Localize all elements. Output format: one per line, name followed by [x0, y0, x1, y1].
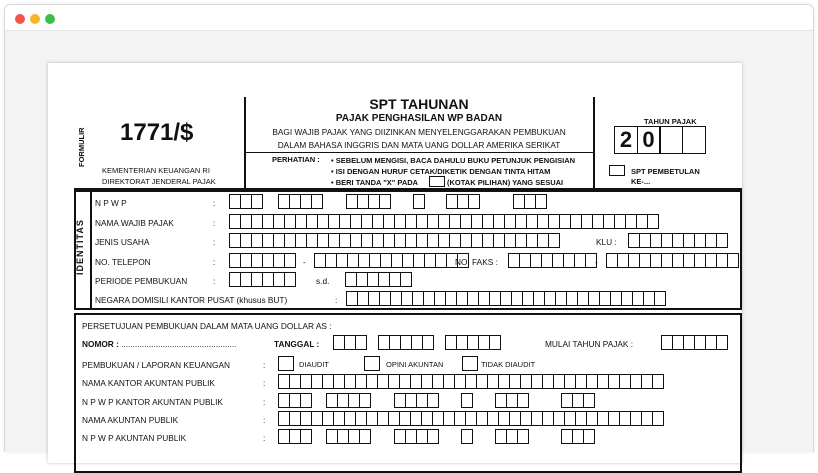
kantor-akuntan-label: NAMA KANTOR AKUNTAN PUBLIK — [82, 378, 215, 388]
tanggal-year-cells[interactable] — [445, 335, 501, 350]
npwp-cells-4[interactable] — [413, 194, 425, 209]
jenis-usaha-cells[interactable] — [229, 233, 560, 248]
npwp-cells-1[interactable] — [229, 194, 263, 209]
formulir-label: FORMULIR — [77, 127, 86, 167]
ministry-line-2: DIREKTORAT JENDERAL PAJAK — [102, 177, 216, 186]
note-1: • SEBELUM MENGISI, BACA DAHULU BUKU PETUNJUK PENGISIAN — [331, 156, 576, 165]
minimize-window-button[interactable] — [30, 14, 40, 24]
faks-number-cells[interactable] — [606, 253, 739, 268]
kantor-akuntan-cells[interactable] — [278, 374, 664, 389]
persetujuan-heading: PERSETUJUAN PEMBUKUAN DALAM MATA UANG DOLLAR AS : — [82, 321, 332, 331]
pembetulan-ke: KE-... — [631, 177, 651, 186]
npwp-akuntan-cells-6[interactable] — [561, 429, 595, 444]
klu-label: KLU : — [596, 237, 617, 247]
telepon-label: NO. TELEPON — [95, 257, 151, 267]
opini-label: OPINI AKUNTAN — [386, 360, 444, 369]
diaudit-checkbox[interactable] — [278, 356, 294, 371]
tax-form-page: FORMULIR 1771/$ KEMENTERIAN KEUANGAN RI DIREKTORAT JENDERAL PAJAK SPT TAHUNAN PAJAK PENGHASILAN WP BADAN BAGI WAJIB PAJAK YANG DIIZINKAN MENYELENGGARAKAN PEMBUKUAN DALAM BAHASA INGGRIS DAN MATA UANG DOLLAR AMERIKA SERIKAT PERHATIAN : • SEBELUM MENGISI, BACA DAHULU BUKU PETUNJUK PENGISIAN • ISI DENGAN HURUF CETAK/DIKETIK DENGAN TINTA HITAM • BERI TANDA "X" PADA (KOTAK PILIHAN) YANG SESUAI TAHUN PAJAK 2 0 SPT PEMBETULAN KE-... IDENTITAS N P W P NAMA WAJIB PAJAK JENIS USAHA NO. TELEPON PERIODE PEMBUKUAN NEGARA DOMISILI KANTOR PUSAT (khusus BUT) : : : : : : KLU : - NO. FAKS : - s.d. PERSETUJUAN PEMBUKUAN DALAM MATA UANG DOLLAR AS : NOMOR : .................................................. TANGGAL : MULAI TAHUN PAJAK : PEMBUKUAN / LAPORAN KEUANGAN : DIAUDIT OPINI AKUNTAN TIDAK DIAUDIT NAMA KANTOR AKUNTAN PUBLIK : N P W P KANTOR AKUNTAN PUBLIK : NAMA AKUNTAN PUBLIK : N P W P AKUNTAN PUBLIK : — [48, 63, 742, 463]
npwp-cells-6[interactable] — [513, 194, 547, 209]
negara-label: NEGARA DOMISILI KANTOR PUSAT (khusus BUT) — [95, 295, 288, 305]
form-desc-line-2: DALAM BAHASA INGGRIS DAN MATA UANG DOLLAR AMERIKA SERIKAT — [277, 140, 561, 150]
tanggal-day-cells[interactable] — [333, 335, 367, 350]
tidak-diaudit-checkbox[interactable] — [462, 356, 478, 371]
telepon-area-cells[interactable] — [229, 253, 296, 268]
npwp-kantor-cells-1[interactable] — [278, 393, 312, 408]
option-box-legend — [429, 176, 445, 187]
negara-cells[interactable] — [346, 291, 666, 306]
nama-akuntan-cells[interactable] — [278, 411, 664, 426]
faks-label: NO. FAKS : — [455, 257, 498, 267]
npwp-kantor-cells-2[interactable] — [326, 393, 371, 408]
npwp-akuntan-cells-5[interactable] — [495, 429, 529, 444]
npwp-akuntan-cells-1[interactable] — [278, 429, 312, 444]
note-3: • BERI TANDA "X" PADA — [331, 178, 419, 187]
title-bar — [5, 5, 813, 31]
mulai-tahun-cells[interactable] — [661, 335, 728, 350]
npwp-akuntan-cells-4[interactable] — [461, 429, 473, 444]
periode-label: PERIODE PEMBUKUAN — [95, 276, 188, 286]
npwp-akuntan-cells-2[interactable] — [326, 429, 371, 444]
ministry-line-1: KEMENTERIAN KEUANGAN RI — [102, 166, 210, 175]
tahun-pajak-label: TAHUN PAJAK — [644, 117, 697, 126]
npwp-cells-5[interactable] — [446, 194, 480, 209]
periode-start-cells[interactable] — [229, 272, 296, 287]
pembetulan-checkbox[interactable] — [609, 165, 625, 176]
diaudit-label: DIAUDIT — [299, 360, 329, 369]
nomor-label: NOMOR : .................................................. — [82, 339, 237, 349]
npwp-kantor-cells-5[interactable] — [495, 393, 529, 408]
npwp-cells-3[interactable] — [346, 194, 391, 209]
form-subtitle: PAJAK PENGHASILAN WP BADAN — [335, 113, 503, 124]
nama-wajib-pajak-cells[interactable] — [229, 214, 659, 229]
note-3b: (KOTAK PILIHAN) YANG SESUAI — [447, 178, 564, 187]
faks-area-cells[interactable] — [508, 253, 597, 268]
npwp-kantor-cells-3[interactable] — [394, 393, 439, 408]
note-2: • ISI DENGAN HURUF CETAK/DIKETIK DENGAN TINTA HITAM — [331, 167, 551, 176]
telepon-number-cells[interactable] — [314, 253, 469, 268]
form-number: 1771/$ — [120, 119, 194, 146]
nama-akuntan-label: NAMA AKUNTAN PUBLIK — [82, 415, 179, 425]
tanggal-label: TANGGAL : — [274, 339, 320, 349]
npwp-akuntan-cells-3[interactable] — [394, 429, 439, 444]
tanggal-month-cells[interactable] — [378, 335, 434, 350]
sd-label: s.d. — [316, 276, 330, 286]
npwp-label: N P W P — [95, 198, 127, 208]
periode-end-cells[interactable] — [345, 272, 412, 287]
npwp-kantor-label: N P W P KANTOR AKUNTAN PUBLIK — [82, 397, 223, 407]
nama-wajib-pajak-label: NAMA WAJIB PAJAK — [95, 218, 174, 228]
laporan-label: PEMBUKUAN / LAPORAN KEUANGAN — [82, 360, 230, 370]
npwp-akuntan-label: N P W P AKUNTAN PUBLIK — [82, 433, 187, 443]
perhatian-label: PERHATIAN : — [272, 155, 320, 164]
close-window-button[interactable] — [15, 14, 25, 24]
npwp-kantor-cells-4[interactable] — [461, 393, 473, 408]
tahun-pajak-input[interactable]: 2 0 — [614, 126, 704, 154]
klu-cells[interactable] — [628, 233, 728, 248]
tidak-diaudit-label: TIDAK DIAUDIT — [481, 360, 536, 369]
form-desc-line-1: BAGI WAJIB PAJAK YANG DIIZINKAN MENYELENGGARAKAN PEMBUKUAN — [272, 127, 566, 137]
jenis-usaha-label: JENIS USAHA — [95, 237, 150, 247]
npwp-kantor-cells-6[interactable] — [561, 393, 595, 408]
pembetulan-label: SPT PEMBETULAN — [631, 167, 700, 176]
opini-checkbox[interactable] — [364, 356, 380, 371]
maximize-window-button[interactable] — [45, 14, 55, 24]
npwp-cells-2[interactable] — [278, 194, 323, 209]
identitas-label: IDENTITAS — [75, 219, 85, 275]
mulai-tahun-label: MULAI TAHUN PAJAK : — [545, 339, 634, 349]
form-title: SPT TAHUNAN — [369, 96, 469, 112]
